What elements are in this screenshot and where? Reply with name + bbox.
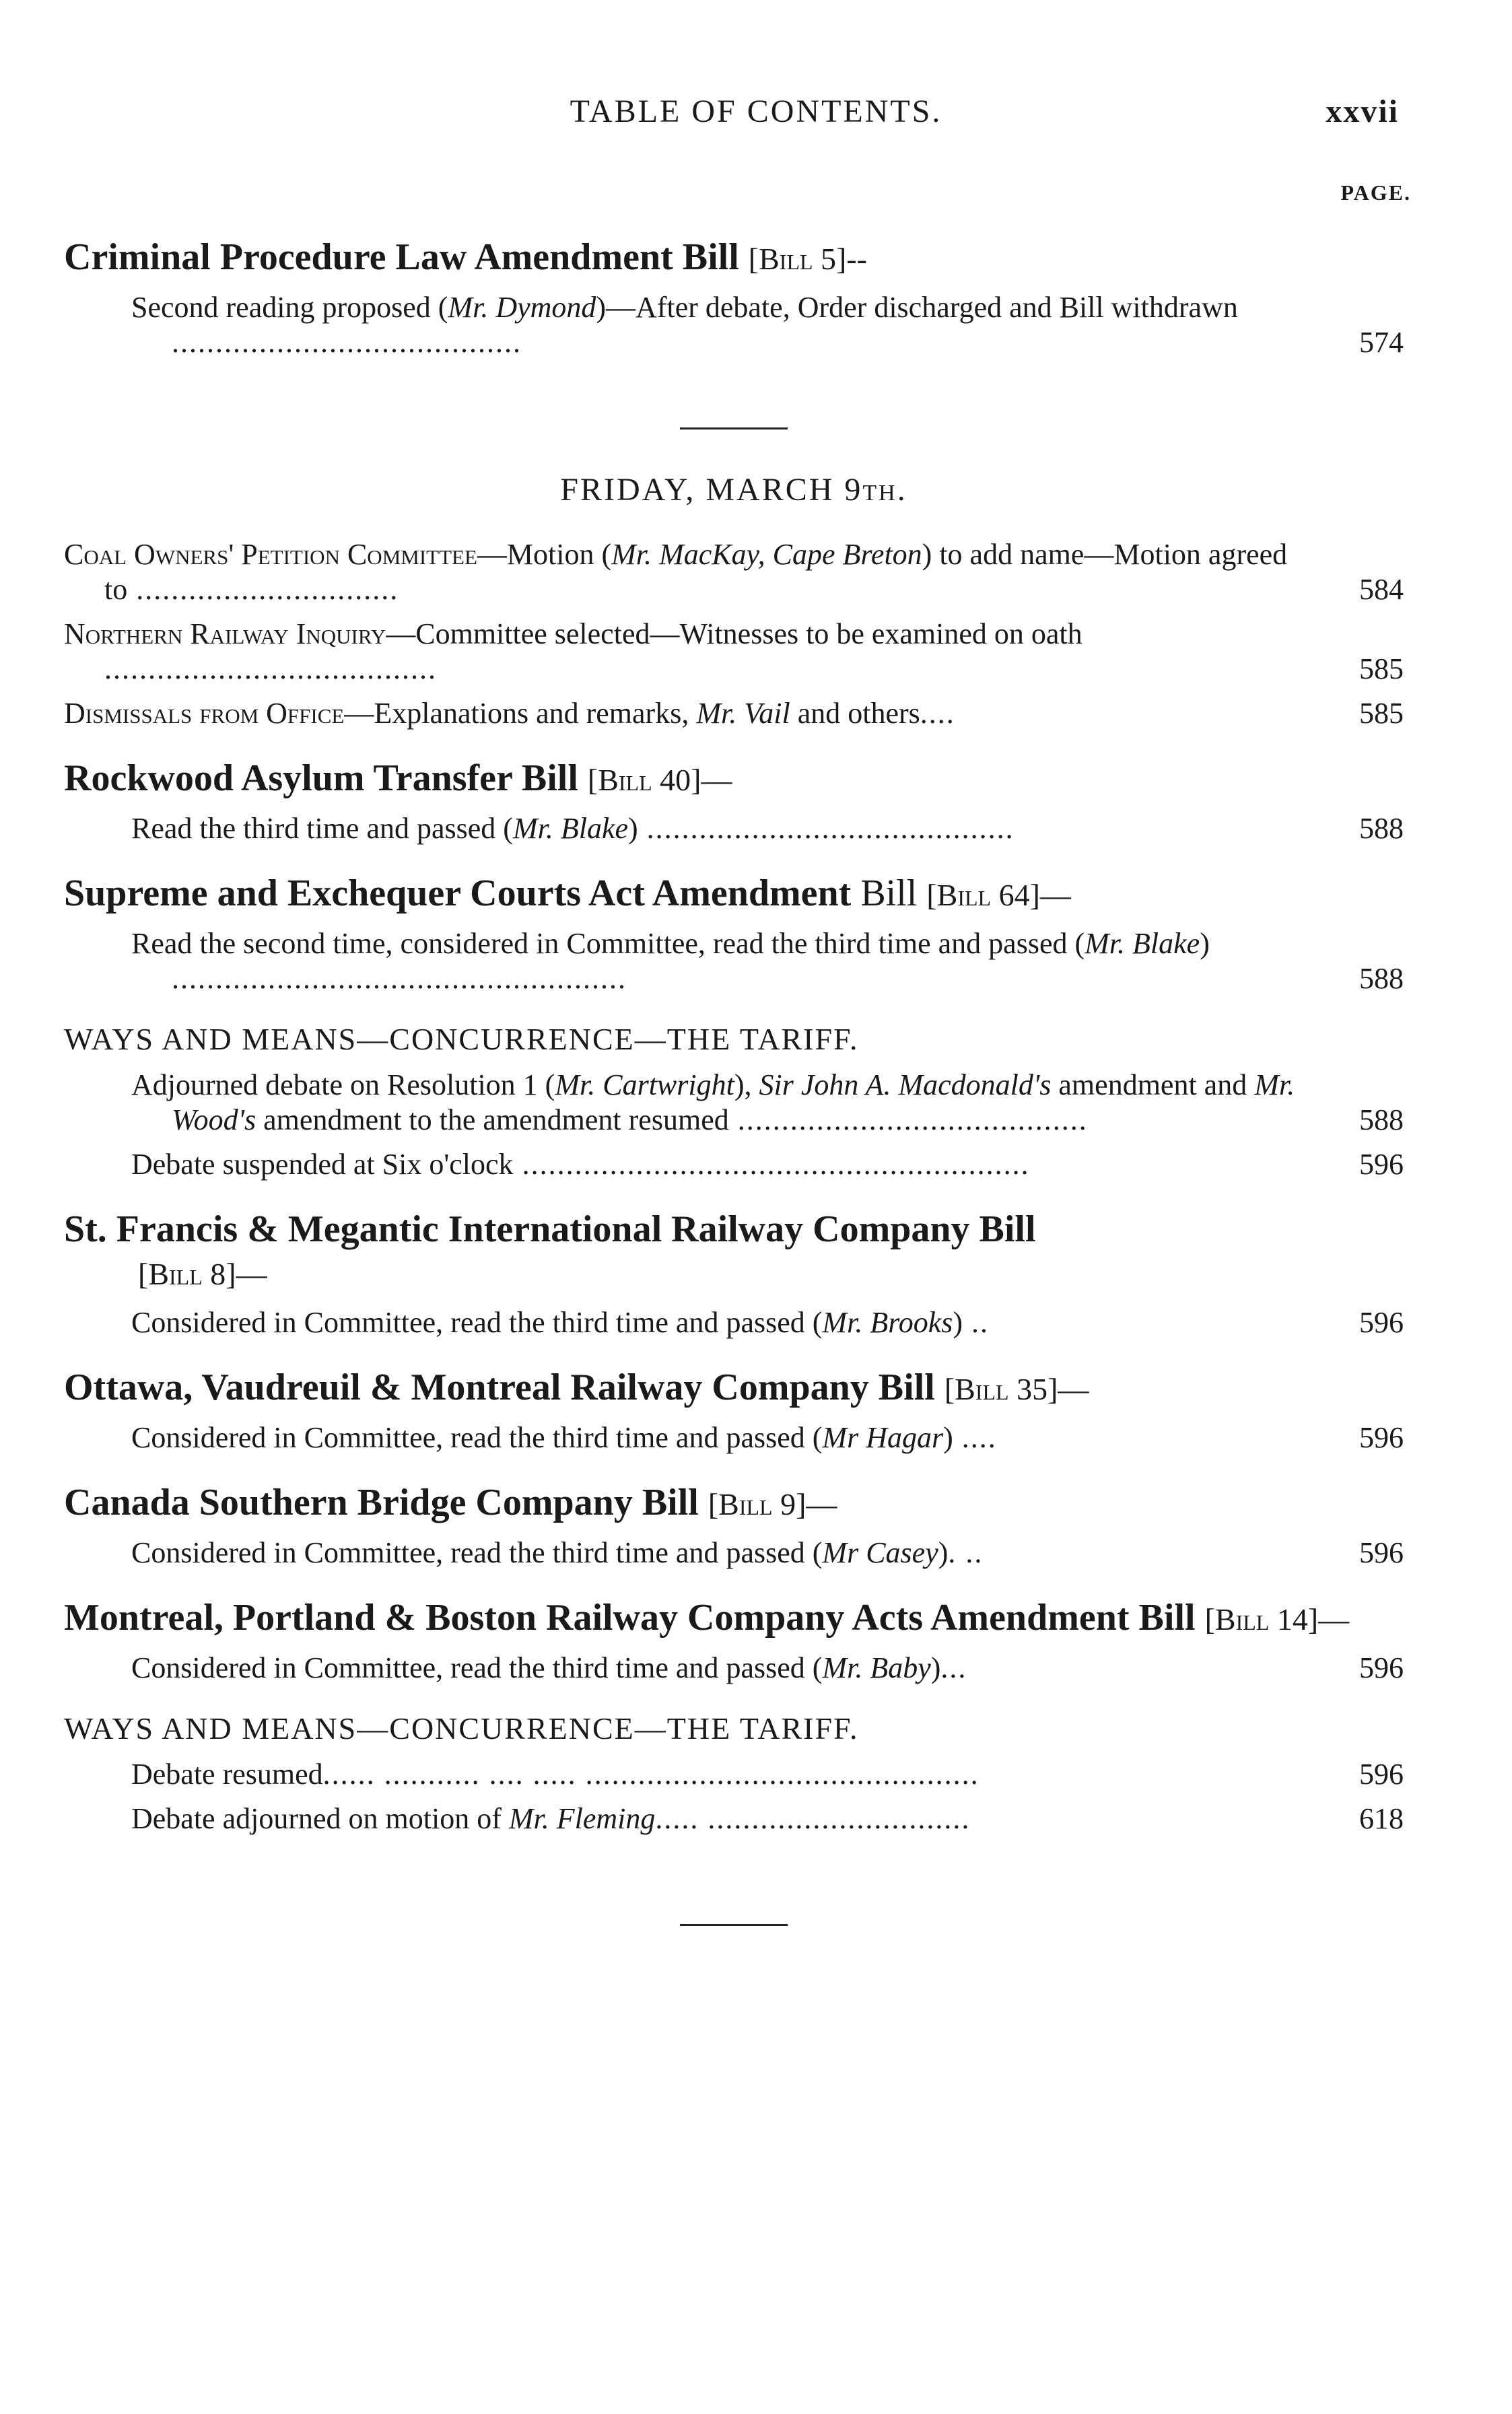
bill-title: Supreme and Exchequer Courts Act Amendment (64, 872, 852, 914)
entry-heading: Northern Railway Inquiry (64, 617, 386, 650)
bill-title: Rockwood Asylum Transfer Bill (64, 757, 578, 799)
entry-text: Debate resumed (131, 1758, 323, 1791)
entry-member: Mr. Blake (1085, 927, 1200, 960)
toc-entry: Read the third time and passed (Mr. Blake) .......................................... 588 (131, 812, 1404, 845)
entry-text: amendment to the amendment resumed (256, 1103, 729, 1136)
entry-text: Debate adjourned on motion of (131, 1802, 509, 1835)
entry-page-number: 596 (1359, 1758, 1404, 1791)
running-head (0, 93, 1512, 140)
bill-title-suffix: Bill (860, 872, 918, 914)
entry-member: Mr. Cartwright (555, 1068, 734, 1101)
entry-text: Considered in Committee, read the third time and passed ( (131, 1306, 823, 1339)
entry-page-number: 596 (1359, 1651, 1404, 1684)
bill-reference: [Bill 64]— (926, 878, 1071, 912)
bill-reference: [Bill 9]— (708, 1487, 837, 1521)
entry-page-number: 585 (1359, 652, 1404, 685)
toc-entry: Second reading proposed (Mr. Dymond)—After debate, Order discharged and Bill withdrawn ........................................ 574 (131, 291, 1404, 359)
entry-text: —Explanations and remarks, (344, 697, 697, 730)
entry-text: Considered in Committee, read the third time and passed ( (131, 1421, 823, 1454)
bill-heading (64, 757, 1404, 802)
entry-text: —Motion ( (477, 538, 612, 571)
entry-page-number: 588 (1359, 962, 1404, 995)
entry-page-number: 618 (1359, 1802, 1404, 1835)
entry-text: ) (953, 1306, 963, 1339)
section-heading: WAYS AND MEANS—CONCURRENCE—THE TARIFF. (64, 1711, 859, 1746)
entry-text: Debate suspended at Six o'clock (131, 1148, 514, 1181)
running-title: TABLE OF CONTENTS. (570, 94, 942, 129)
entry-text: ) (1200, 927, 1210, 960)
toc-entry: Coal Owners' Petition Committee—Motion (Mr. MacKay, Cape Breton) to add name—Motion agreed to .............................. 584 (64, 538, 1404, 606)
entry-text: ), (734, 1068, 759, 1101)
bill-reference: [Bill 14]— (1204, 1602, 1350, 1636)
entry-member: Mr. Blake (512, 812, 629, 845)
toc-entry: Debate suspended at Six o'clock .......................................................... 596 (131, 1148, 1404, 1181)
entry-text: and others (790, 697, 920, 730)
entry-page-number: 585 (1359, 697, 1404, 730)
entry-text: Second reading proposed ( (131, 291, 448, 324)
bill-reference: [Bill 5]-- (748, 242, 867, 276)
toc-entry: Read the second time, considered in Committee, read the third time and passed (Mr. Blake) .................................................... 588 (131, 927, 1404, 995)
entry-page-number: 596 (1359, 1536, 1404, 1569)
entry-member: Sir John A. Macdonald's (759, 1068, 1052, 1101)
toc-entry: Debate adjourned on motion of Mr. Fleming..... .............................. 618 (131, 1802, 1404, 1835)
entry-member: Mr. Baby (822, 1651, 931, 1684)
page-column-label: PAGE. (1340, 180, 1411, 205)
bill-title-suffix: Bill (878, 1367, 935, 1408)
entry-heading: Coal Owners' Petition Committee (64, 538, 477, 571)
contents-body (64, 210, 1404, 1966)
bill-reference: [Bill 8]— (138, 1257, 267, 1291)
bill-reference: [Bill 35]— (944, 1372, 1089, 1406)
entry-text: Adjourned debate on Resolution 1 ( (131, 1068, 555, 1101)
entry-text: )—After debate, Order discharged and Bill withdrawn (596, 291, 1238, 324)
bill-title: St. Francis & Megantic International Railway Company Bill (64, 1208, 1036, 1250)
entry-page-number: 596 (1359, 1306, 1404, 1339)
bill-reference: [Bill 40]— (587, 763, 732, 797)
toc-entry: Dismissals from Office—Explanations and remarks, Mr. Vail and others.... 585 (64, 697, 1404, 730)
bill-heading (64, 1596, 1404, 1641)
entry-text: Read the second time, considered in Committee, read the third time and passed ( (131, 927, 1085, 960)
entry-page-number: 584 (1359, 573, 1404, 606)
entry-text: —Committee selected—Witnesses to be examined on oath (386, 617, 1083, 650)
entry-member: Mr. Dymond (448, 291, 596, 324)
toc-entry: Adjourned debate on Resolution 1 (Mr. Cartwright), Sir John A. Macdonald's amendment and Mr. Wood's amendment to the amendment resumed ........................................ 588 (131, 1068, 1404, 1136)
closing-divider (680, 1924, 788, 1926)
toc-entry: Northern Railway Inquiry—Committee selected—Witnesses to be examined on oath ...................................... 585 (64, 617, 1404, 685)
entry-text: Read the third time and passed ( (131, 812, 513, 845)
entry-member: Mr Casey (822, 1536, 938, 1569)
entry-text: ) (628, 812, 638, 845)
bill-title: Criminal Procedure Law Amendment Bill (64, 236, 739, 278)
bill-title-suffix: Bill (1138, 1597, 1196, 1639)
entry-page-number: 596 (1359, 1148, 1404, 1181)
entry-member: Mr. MacKay, Cape Breton (611, 538, 922, 571)
bill-heading (64, 1481, 1404, 1526)
entry-text: ) (938, 1536, 949, 1569)
entry-member: Mr. Vail (696, 697, 790, 730)
bill-heading (64, 872, 1404, 917)
bill-title: Montreal, Portland & Boston Railway Company Acts Amendment (64, 1597, 1130, 1639)
entry-page-number: 574 (1359, 326, 1404, 359)
toc-entry: Considered in Committee, read the third time and passed (Mr Casey). .. 596 (131, 1536, 1404, 1569)
section-divider (680, 427, 788, 429)
day-heading: FRIDAY, MARCH 9th. (560, 472, 907, 508)
entry-heading: Dismissals from Office (64, 697, 345, 730)
entry-member: Mr. Wood's (172, 1068, 1295, 1136)
entry-page-number: 588 (1359, 1103, 1404, 1136)
entry-text: amendment and (1051, 1068, 1255, 1101)
toc-entry: Considered in Committee, read the third time and passed (Mr. Brooks) .. 596 (131, 1306, 1404, 1339)
bill-heading (64, 1208, 1404, 1296)
entry-member: Mr Hagar (822, 1421, 944, 1454)
entry-page-number: 596 (1359, 1421, 1404, 1454)
toc-entry: Considered in Committee, read the third time and passed (Mr. Baby)... 596 (131, 1651, 1404, 1684)
entry-text: Considered in Committee, read the third time and passed ( (131, 1536, 823, 1569)
bill-title: Canada Southern Bridge Company (64, 1482, 633, 1523)
bill-heading (64, 236, 1404, 281)
entry-member: Mr. Brooks (822, 1306, 953, 1339)
entry-text: Considered in Committee, read the third time and passed ( (131, 1651, 823, 1684)
page-folio: xxvii (1326, 94, 1399, 129)
toc-entry: Considered in Committee, read the third time and passed (Mr Hagar) .... 596 (131, 1421, 1404, 1454)
entry-text: ) to add name—Motion agreed to (104, 538, 1288, 606)
entry-page-number: 588 (1359, 812, 1404, 845)
entry-text: ) (930, 1651, 941, 1684)
entry-member: Mr. Fleming (508, 1802, 656, 1835)
bill-title-suffix: Bill (642, 1482, 699, 1523)
bill-title: Ottawa, Vaudreuil & Montreal Railway Company (64, 1367, 869, 1408)
entry-text: ) (943, 1421, 953, 1454)
bill-heading (64, 1366, 1404, 1411)
section-heading: WAYS AND MEANS—CONCURRENCE—THE TARIFF. (64, 1022, 859, 1056)
toc-entry: Debate resumed...... ........... .... ..... ............................................. 596 (131, 1758, 1404, 1791)
